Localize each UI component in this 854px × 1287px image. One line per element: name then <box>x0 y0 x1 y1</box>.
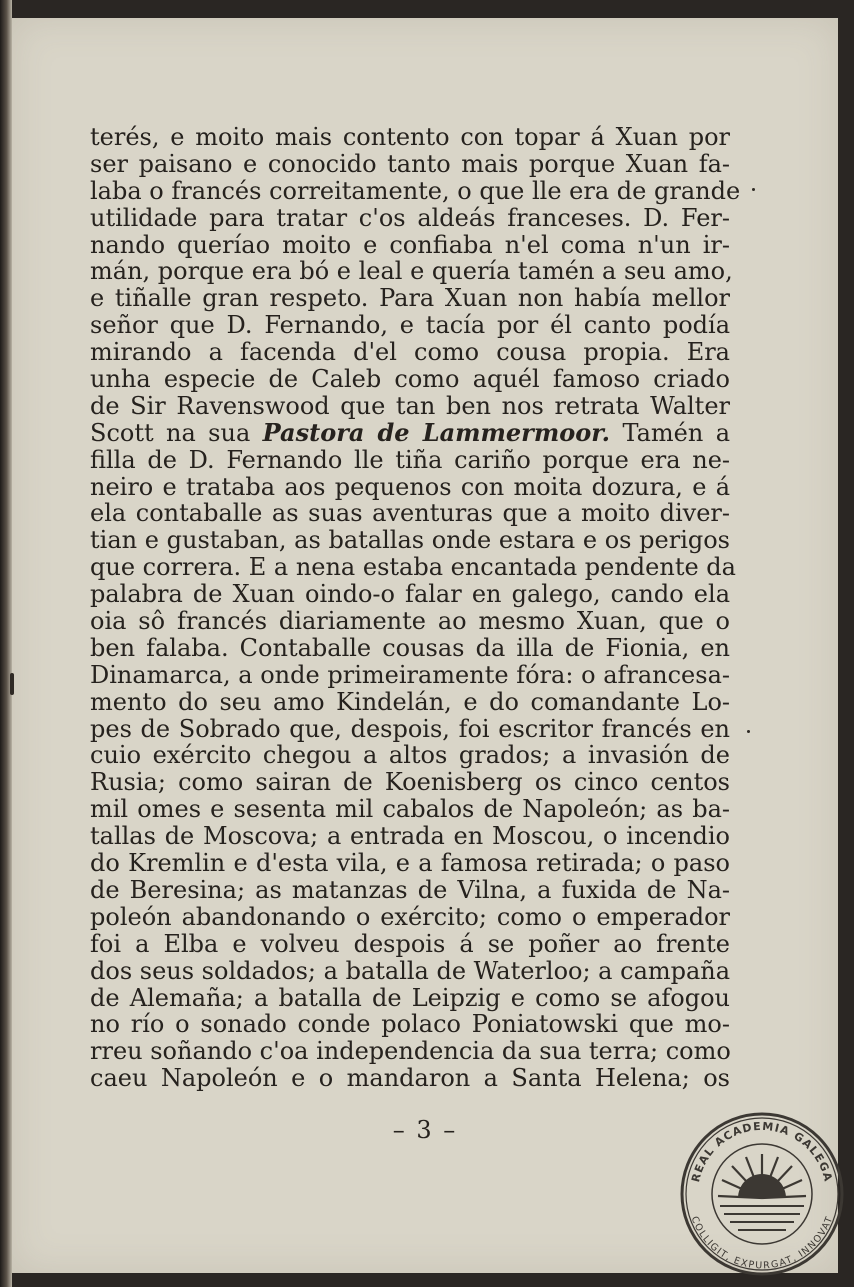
text-line: laba o francés correitamente, o que lle era de grande <box>90 176 741 205</box>
text-line: utilidade para tratar c'os aldeás franceses. D. Fer- <box>90 203 730 232</box>
text-line: Rusia; como sairan de Koenisberg os cinco centos <box>90 768 730 797</box>
seal-emblem <box>678 1110 846 1278</box>
text-line: de Alemaña; a batalla de Leipzig e como se afogou <box>90 983 730 1012</box>
text-line: do Kremlin e d'esta vila, e a famosa retirada; o paso <box>90 849 730 878</box>
text-line: señor que D. Fernando, e tacía por él canto podía <box>90 311 730 340</box>
text-line: mil omes e sesenta mil cabalos de Napoleón; as ba- <box>90 795 730 824</box>
book-page <box>12 18 838 1273</box>
text-fragment: Scott na sua <box>90 418 263 447</box>
text-line: cuio exército chegou a altos grados; a invasión de <box>90 741 730 770</box>
text-line: de Beresina; as matanzas de Vilna, a fuxida de Na- <box>90 875 730 904</box>
text-line: nando queríao moito e confiaba n'el coma n'un ir- <box>90 230 730 259</box>
text-line: neiro e trataba aos pequenos con moita dozura, e á <box>90 472 730 501</box>
ink-speck <box>747 730 750 733</box>
seal-text-bottom: COLLIGIT, EXPURGAT, INNOVAT <box>688 1214 836 1272</box>
text-line: Dinamarca, a onde primeiramente fóra: o afrancesa- <box>90 660 730 689</box>
text-line: caeu Napoleón e o mandaron a Santa Helena; os <box>90 1064 730 1093</box>
page-number: – 3 – <box>392 1116 458 1144</box>
text-line: de Sir Ravenswood que tan ben nos retrata Walter <box>90 391 730 420</box>
binding-edge <box>0 0 12 1287</box>
library-stamp <box>678 1110 846 1278</box>
text-line: dos seus soldados; a batalla de Waterloo; a campaña <box>90 956 731 985</box>
text-line: tallas de Moscova; a entrada en Moscou, o incendio <box>90 822 730 851</box>
text-line: rreu soñando c'oa independencia da sua terra; como <box>90 1037 731 1066</box>
text-line: ben falaba. Contaballe cousas da illa de Fionia, en <box>90 633 730 662</box>
svg-text:COLLIGIT, EXPURGAT, INNOVAT <box>689 1215 836 1272</box>
text-line: mán, porque era bó e leal e quería tamén a seu amo, <box>90 257 733 286</box>
ink-speck <box>752 188 755 191</box>
ink-mark <box>10 673 14 695</box>
rising-sun-icon <box>738 1174 786 1198</box>
text-line: mirando a facenda d'el como cousa propia. Era <box>90 338 730 367</box>
text-line: ela contaballe as suas aventuras que a moito diver- <box>90 499 730 528</box>
text-line: unha especie de Caleb como aquél famoso criado <box>90 365 730 394</box>
text-line: palabra de Xuan oindo-o falar en galego, cando ela <box>90 580 730 609</box>
text-line: tian e gustaban, as batallas onde estara e os perigos <box>90 526 730 555</box>
sea-waves-icon <box>720 1206 804 1230</box>
text-line: e tiñalle gran respeto. Para Xuan non había mellor <box>90 284 730 313</box>
text-line: mento do seu amo Kindelán, e do comandante Lo- <box>90 687 730 716</box>
book-title-italic: Pastora de Lammermoor. <box>262 417 611 447</box>
text-line: poleón abandonando o exército; como o emperador <box>90 902 730 931</box>
body-text <box>90 123 741 1093</box>
text-fragment: Tamén a <box>610 418 731 447</box>
text-line: que correra. E a nena estaba encantada pendente da <box>90 553 736 582</box>
text-line: filla de D. Fernando lle tiña cariño porque era ne- <box>90 445 730 474</box>
text-line: terés, e moito mais contento con topar á Xuan por <box>90 123 730 151</box>
text-line: no río o sonado conde polaco Poniatowski que mo- <box>90 1010 730 1039</box>
seal-text-top: REAL ACADEMIA GALEGA <box>689 1119 835 1184</box>
text-line: ser paisano e conocido tanto mais porque Xuan fa- <box>90 149 730 178</box>
text-line-with-title <box>90 417 731 447</box>
text-line: oia sô francés diariamente ao mesmo Xuan, que o <box>90 607 730 636</box>
text-line: pes de Sobrado que, despois, foi escritor francés en <box>90 714 730 743</box>
text-line: foi a Elba e volveu despois á se poñer ao frente <box>90 929 730 958</box>
